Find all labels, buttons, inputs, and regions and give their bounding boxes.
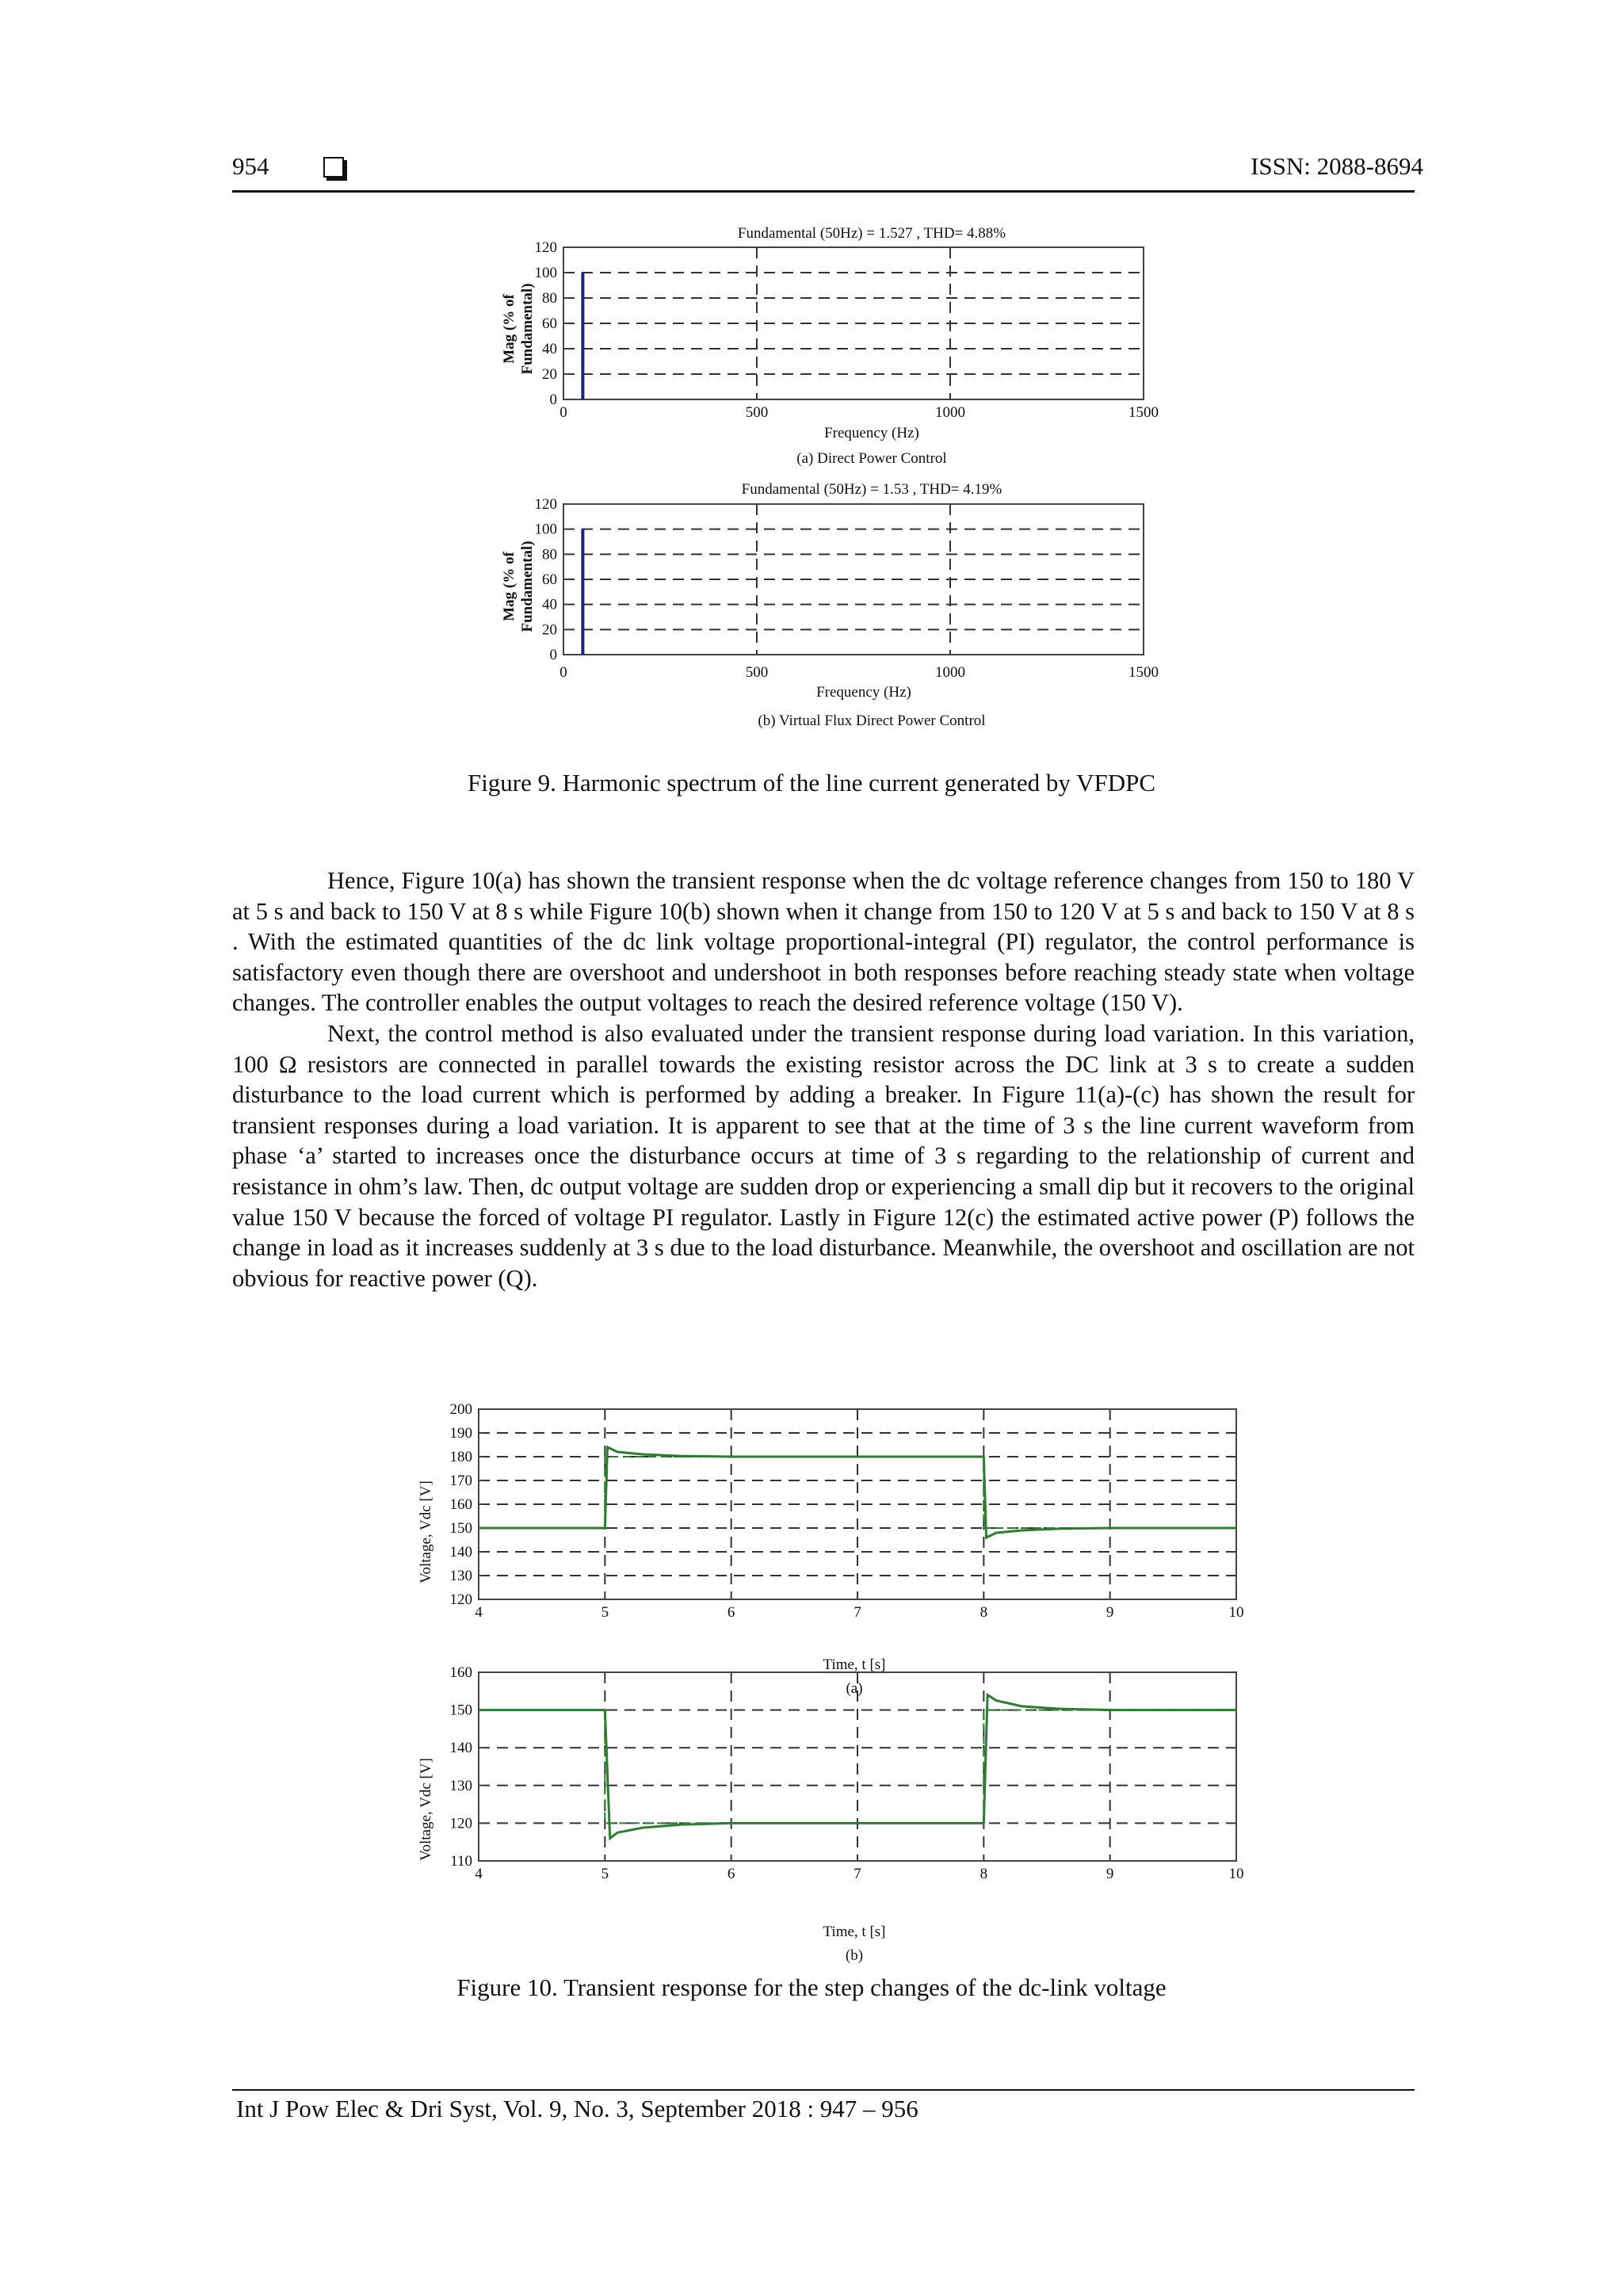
y-tick-label: 170 — [449, 1473, 472, 1489]
chart-title: Fundamental (50Hz) = 1.53 , THD= 4.19% — [741, 481, 1002, 498]
x-tick-label: 1500 — [1128, 404, 1159, 421]
x-tick-label: 5 — [601, 1866, 609, 1882]
x-tick-label: 0 — [559, 404, 567, 421]
y-tick-label: 140 — [449, 1740, 472, 1757]
x-tick-label: 9 — [1106, 1604, 1114, 1621]
y-tick-label: 40 — [542, 596, 557, 613]
footer-rule — [232, 2089, 1415, 2091]
subcaption: (a) Direct Power Control — [796, 450, 947, 467]
x-tick-label: 10 — [1228, 1604, 1244, 1621]
y-tick-label: 100 — [534, 521, 557, 538]
x-tick-label: 8 — [980, 1604, 988, 1621]
reference-line — [479, 1457, 1236, 1528]
plot-frame — [479, 1672, 1236, 1861]
header-rule — [232, 190, 1415, 193]
plot-frame — [479, 1409, 1236, 1599]
y-tick-label: 80 — [542, 290, 557, 307]
x-tick-label: 4 — [475, 1604, 483, 1621]
chart-title: Fundamental (50Hz) = 1.527 , THD= 4.88% — [737, 225, 1006, 242]
x-tick-label: 4 — [475, 1866, 483, 1882]
x-tick-label: 7 — [854, 1604, 861, 1621]
page-number: 954 — [232, 152, 269, 180]
y-axis-label: Voltage, Vdc [V] — [418, 1758, 434, 1861]
voltage-trace — [479, 1447, 1236, 1538]
x-tick-label: 500 — [745, 664, 769, 681]
x-tick-label: 9 — [1106, 1866, 1114, 1882]
x-axis-label: Time, t [s] — [823, 1656, 886, 1673]
plot-area — [535, 496, 1159, 681]
y-tick-label: 180 — [449, 1449, 472, 1465]
x-tick-label: 6 — [727, 1604, 735, 1621]
x-axis-label: Frequency (Hz) — [816, 684, 911, 701]
subcaption: (a) — [846, 1680, 863, 1697]
y-tick-label: 40 — [542, 341, 557, 357]
plot-area — [535, 239, 1159, 421]
x-tick-label: 1500 — [1128, 664, 1159, 681]
x-tick-label: 500 — [745, 404, 769, 421]
y-tick-label: 160 — [449, 1664, 472, 1681]
plot-frame — [563, 247, 1144, 399]
plot-area — [450, 1664, 1244, 1882]
figure-10-caption: Figure 10. Transient response for the step changes of the dc-link voltage — [456, 1973, 1167, 2001]
spectrum-bar — [581, 529, 584, 655]
y-tick-label: 190 — [449, 1425, 472, 1442]
y-tick-label: 110 — [450, 1853, 472, 1870]
x-tick-label: 5 — [601, 1604, 609, 1621]
x-tick-label: 0 — [559, 664, 567, 681]
y-tick-label: 130 — [449, 1568, 472, 1584]
subcaption: (b) Virtual Flux Direct Power Control — [758, 712, 986, 729]
y-axis-label: Voltage, Vdc [V] — [418, 1480, 434, 1584]
y-tick-label: 20 — [542, 366, 557, 383]
spectrum-bar — [581, 273, 584, 399]
y-axis-label-line2: Fundamental) — [519, 283, 536, 375]
y-tick-label: 120 — [449, 1591, 472, 1608]
y-tick-label: 0 — [549, 647, 557, 663]
y-tick-label: 60 — [542, 571, 557, 588]
y-tick-label: 150 — [449, 1520, 472, 1537]
y-tick-label: 200 — [449, 1401, 472, 1418]
y-axis-label-line1: Mag (% of — [501, 294, 517, 364]
x-axis-label: Time, t [s] — [823, 1924, 886, 1940]
x-tick-label: 10 — [1228, 1866, 1244, 1882]
x-axis-label: Frequency (Hz) — [824, 425, 919, 441]
issn: ISSN: 2088-8694 — [1251, 152, 1423, 180]
body-text — [232, 865, 1415, 1293]
y-tick-label: 120 — [534, 239, 557, 256]
y-tick-label: 120 — [534, 496, 557, 513]
x-tick-label: 1000 — [935, 404, 965, 421]
y-tick-label: 0 — [549, 392, 557, 408]
x-tick-label: 6 — [727, 1866, 735, 1882]
y-tick-label: 150 — [449, 1702, 472, 1719]
y-tick-label: 100 — [534, 265, 557, 281]
subcaption: (b) — [845, 1947, 864, 1964]
figure-9-caption: Figure 9. Harmonic spectrum of the line current generated by VFDPC — [467, 769, 1156, 797]
y-tick-label: 80 — [542, 546, 557, 563]
y-tick-label: 140 — [449, 1544, 472, 1561]
voltage-trace — [479, 1695, 1236, 1839]
x-tick-label: 1000 — [935, 664, 965, 681]
y-tick-label: 60 — [542, 315, 557, 332]
reference-line — [479, 1710, 1236, 1824]
y-axis-label-line2: Fundamental) — [519, 541, 536, 632]
x-tick-label: 8 — [980, 1866, 988, 1882]
footer-citation: Int J Pow Elec & Dri Syst, Vol. 9, No. 3, September 2018 : 947 – 956 — [236, 2095, 918, 2122]
y-axis-label-line1: Mag (% of — [501, 552, 517, 621]
y-tick-label: 130 — [449, 1777, 472, 1794]
plot-area — [450, 1401, 1244, 1621]
x-tick-label: 7 — [854, 1866, 861, 1882]
y-axis-label — [501, 541, 536, 632]
plot-frame — [563, 504, 1144, 655]
square-bullet-icon — [323, 157, 344, 178]
paragraph-2: Next, the control method is also evaluated under the transient response during load variation. In this variation, 100 Ω resistors are connected in parallel towards the existing resistor across the DC link at 3 s to create a sudden disturbance to the load current which is performed by adding a breaker. In Figure 11(a)-(c) has shown the result for transient responses during a load variation. It is apparent to see that at the time of 3 s the line current waveform from phase ‘a’ started to increases once the disturbance occurs at time of 3 s regarding to the relationship of current and resistance in ohm’s law. Then, dc output voltage are sudden drop or experiencing a small dip but it recovers to the original value 150 V because the forced of voltage PI regulator. Lastly in Figure 12(c) the estimated active power (P) follows the change in load as it increases suddenly at 3 s due to the load disturbance. Meanwhile, the overshoot and oscillation are not obvious for reactive power (Q). — [232, 1019, 1415, 1292]
y-tick-label: 160 — [449, 1496, 472, 1513]
y-tick-label: 20 — [542, 621, 557, 639]
paragraph-1: Hence, Figure 10(a) has shown the transient response when the dc voltage reference changes from 150 to 180 V at 5 s and back to 150 V at 8 s while Figure 10(b) shown when it change from 150 to 120 V at 5 s and back to 150 V at 8 s . With the estimated quantities of the dc link voltage proportional-integral (PI) regulator, the control performance is satisfactory even though there are overshoot and undershoot in both responses before reaching steady state when voltage changes. The controller enables the output voltages to reach the desired reference voltage (150 V). — [232, 867, 1415, 1017]
y-axis-label — [501, 283, 536, 374]
y-tick-label: 120 — [449, 1815, 472, 1832]
